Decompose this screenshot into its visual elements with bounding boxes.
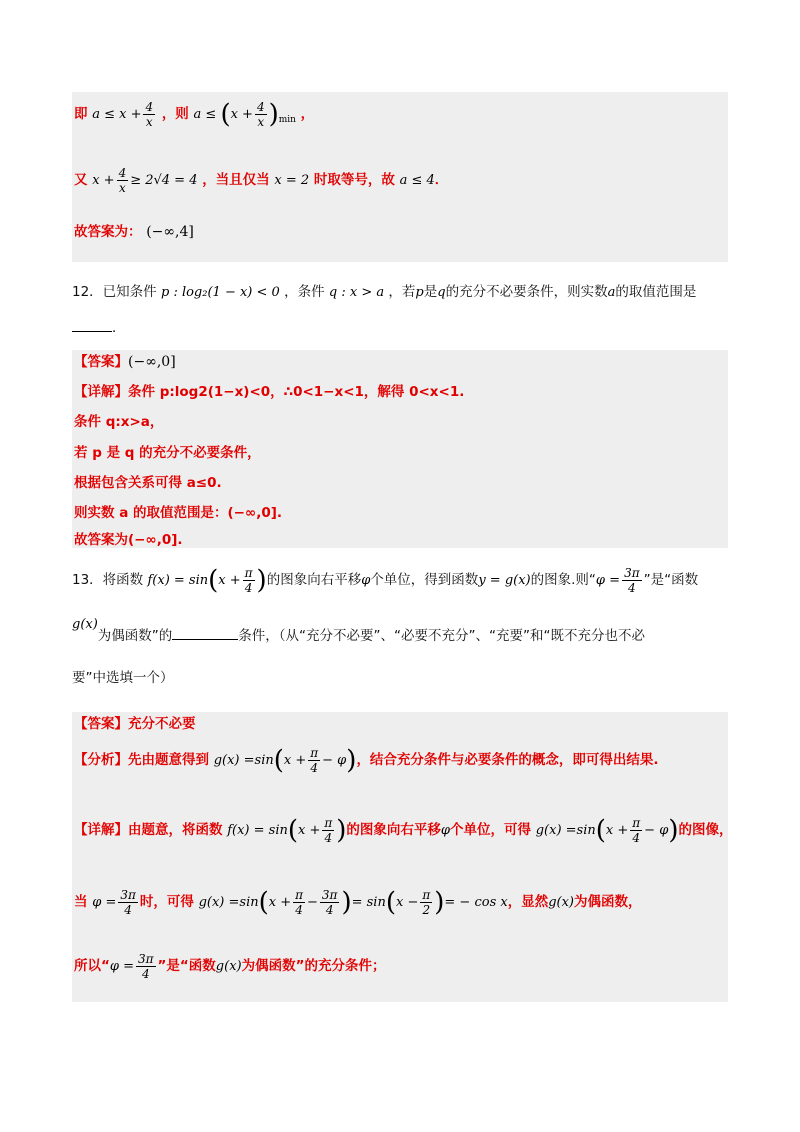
detail-12-line4: 根据包含关系可得 a≤0.	[74, 475, 222, 491]
analysis-13-line: 【分析】先由题意得到 g(x) =sin(x + $\frac{\pi}{4}$ − φ)，结合充分条件与必要条件的概念，即可得出结果.	[74, 745, 659, 776]
solution-11-block	[72, 92, 728, 262]
answer-blank[interactable]	[72, 331, 112, 332]
solution-11-line1	[74, 100, 314, 130]
formula-cond-p: p : log₂(1 − x) < 0	[160, 285, 280, 300]
formula-a-le-x: a ≤ x + $\frac{4}{x}$	[92, 100, 154, 129]
answer-13-line: 【答案】充分不必要	[74, 716, 196, 732]
text: 故答案为：	[74, 224, 142, 240]
formula-x2: x = 2	[274, 173, 310, 188]
detail-12-line6: 故答案为(−∞,0].	[74, 532, 183, 548]
answer-13-block	[72, 712, 733, 1002]
answer-12-line: 【答案】(−∞,0]	[74, 354, 176, 370]
question-13-line2: g(x)为偶函数”的 条件，（从“充分不必要”、“必要不充分”、“充要”和“既不充分也不必	[72, 617, 646, 644]
answer-blank[interactable]	[172, 639, 238, 640]
question-12-line1: 12．已知条件 p : log₂(1 − x) < 0 ，条件 q : x > a ，若p是q的充分不必要条件，则实数a的取值范围是	[72, 284, 697, 300]
formula-ineq: x + $\frac{4}{x}$ ≥ 2√4 = 4	[92, 166, 198, 195]
question-13	[72, 548, 728, 712]
detail-13-line2: 当 φ = $\frac{3\pi}{4}$ 时，可得 g(x) =sin(x + $\frac{\pi}{4}$ − $\frac{3\pi}{4}$ )= sin(x − $\frac{\pi}{2}$ )= − cos x，显然g(x)为偶函数，	[74, 887, 642, 918]
detail-12-line5: 则实数 a 的取值范围是：(−∞,0].	[74, 505, 283, 521]
text: 又	[74, 172, 88, 188]
answer-11: (−∞,4]	[146, 224, 194, 240]
page-content	[72, 92, 733, 1002]
question-13-line3: 要”中选填一个）	[72, 670, 174, 686]
formula-cond-q: q : x > a	[328, 285, 385, 300]
text: ，当且仅当	[202, 172, 270, 188]
detail-12-line3: 若 p 是 q 的充分不必要条件，	[74, 445, 261, 461]
answer-12-block	[72, 350, 728, 548]
detail-12-line1: 【详解】条件 p:log2(1−x)<0，∴0<1−x<1，解得 0<x<1.	[74, 384, 465, 400]
text: ．	[434, 172, 449, 188]
text: 时取等号，故	[313, 172, 395, 188]
solution-11-line2	[74, 166, 448, 195]
detail-13-line3: 所以“φ = $\frac{3\pi}{4}$ ”是“函数g(x)为偶函数”的充分条件；	[74, 952, 386, 981]
formula-f: f(x) = sin(x + $\frac{\pi}{4}$ )	[147, 565, 267, 596]
text: ，	[300, 106, 315, 122]
text: ，则	[161, 106, 189, 122]
text: 即	[74, 106, 88, 122]
detail-12-line2: 条件 q:x>a，	[74, 414, 164, 430]
question-12-blank-line: ．	[72, 318, 126, 338]
formula-a-le-min: a ≤ (x + $\frac{4}{x}$ )$_{min}$	[193, 99, 296, 130]
question-13-line1: 13．将函数 f(x) = sin(x + $\frac{\pi}{4}$ )的图象向右平移φ个单位，得到函数y = g(x)的图象.则“φ = $\frac{3\pi}{4}$ ”是“函数	[72, 565, 699, 596]
question-12	[72, 262, 728, 350]
solution-11-line3	[74, 222, 194, 242]
formula-a4: a ≤ 4	[399, 173, 435, 188]
detail-13-line1: 【详解】由题意，将函数 f(x) = sin(x + $\frac{\pi}{4}$ )的图象向右平移φ个单位，可得 g(x) =sin(x + $\frac{\pi}{4}$ − φ)的图像，	[74, 815, 733, 846]
